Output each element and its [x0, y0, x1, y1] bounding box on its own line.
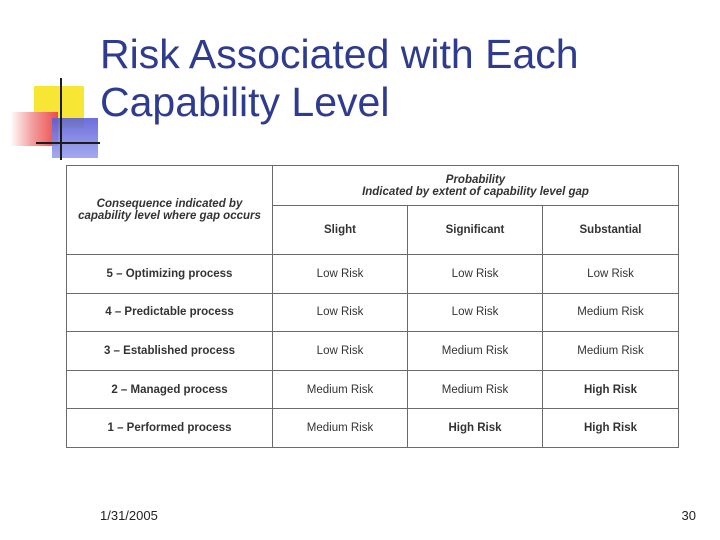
table-header-row: [67, 166, 679, 206]
risk-cell: Low Risk: [408, 255, 543, 294]
row-label: 5 – Optimizing process: [67, 255, 273, 294]
decorative-horizontal-line: [36, 142, 100, 144]
slide-title: Risk Associated with Each Capability Level: [100, 31, 579, 125]
row-label: 3 – Established process: [67, 332, 273, 371]
risk-cell: High Risk: [408, 409, 543, 448]
risk-cell: Low Risk: [273, 293, 408, 332]
table-row: [67, 332, 679, 371]
risk-cell: Medium Risk: [273, 409, 408, 448]
risk-cell: Medium Risk: [408, 332, 543, 371]
risk-cell: Medium Risk: [408, 370, 543, 409]
probability-header-subtitle: Indicated by extent of capability level gap: [362, 185, 589, 198]
row-label: 4 – Predictable process: [67, 293, 273, 332]
column-header-significant: Significant: [408, 206, 543, 255]
footer-date: 1/31/2005: [100, 508, 158, 523]
column-header-substantial: Substantial: [543, 206, 679, 255]
table-row: [67, 370, 679, 409]
risk-cell: Low Risk: [273, 255, 408, 294]
risk-cell: High Risk: [543, 370, 679, 409]
decorative-vertical-line: [60, 78, 62, 160]
consequence-header: Consequence indicated by capability level where gap occurs: [67, 166, 273, 255]
column-header-slight: Slight: [273, 206, 408, 255]
row-label: 2 – Managed process: [67, 370, 273, 409]
probability-header: [273, 166, 679, 206]
table-row: [67, 293, 679, 332]
risk-cell: Medium Risk: [543, 293, 679, 332]
risk-cell: Low Risk: [273, 332, 408, 371]
risk-cell: Medium Risk: [543, 332, 679, 371]
risk-cell: Low Risk: [408, 293, 543, 332]
risk-cell: Low Risk: [543, 255, 679, 294]
decorative-red-bar: [10, 112, 58, 146]
risk-cell: High Risk: [543, 409, 679, 448]
row-label: 1 – Performed process: [67, 409, 273, 448]
risk-cell: Medium Risk: [273, 370, 408, 409]
table-row: [67, 409, 679, 448]
risk-table: [66, 165, 679, 448]
page-number: 30: [681, 508, 696, 523]
probability-header-title: Probability: [445, 173, 506, 186]
table-row: [67, 255, 679, 294]
decorative-blue-square: [52, 118, 98, 158]
